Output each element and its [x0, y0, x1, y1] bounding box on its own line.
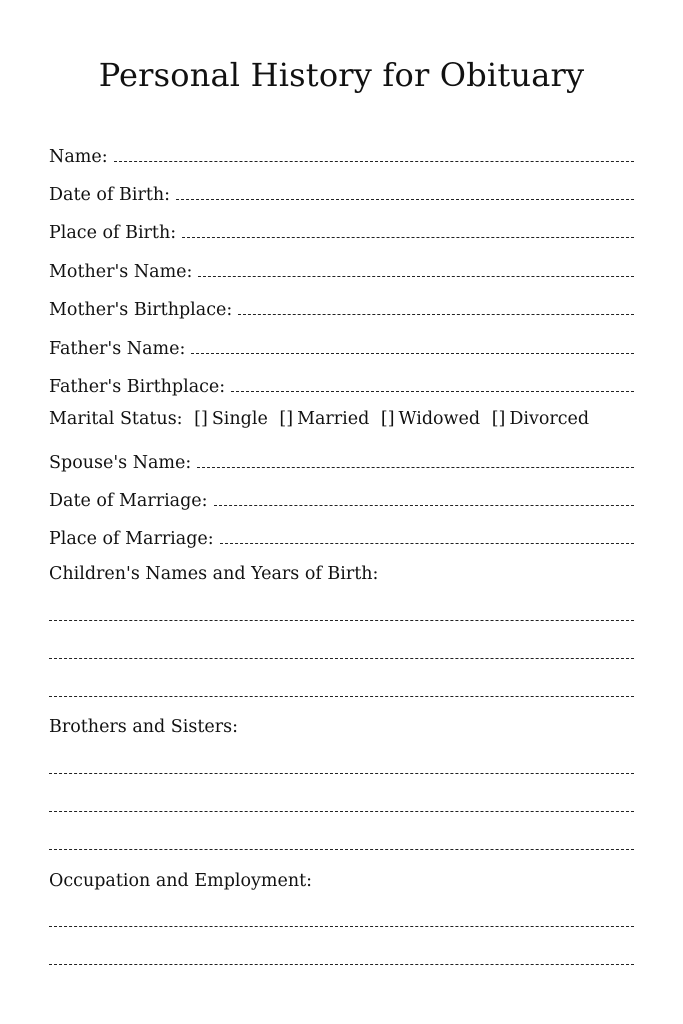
single-checkbox[interactable]: [] — [194, 409, 208, 429]
fathers-name-field[interactable] — [49, 335, 634, 359]
occupation-line-1[interactable] — [49, 926, 634, 927]
single-option-label: Single — [211, 409, 268, 429]
marital-status-row — [49, 409, 589, 429]
fathers-birthplace-label: Father's Birthplace: — [49, 377, 226, 397]
mothers-name-input-line[interactable] — [198, 276, 634, 277]
date-of-marriage-label: Date of Marriage: — [49, 491, 208, 511]
date-of-birth-field[interactable] — [49, 181, 634, 205]
name-field[interactable] — [49, 143, 634, 167]
name-label: Name: — [49, 147, 108, 167]
mothers-name-label: Mother's Name: — [49, 262, 193, 282]
mothers-name-field[interactable] — [49, 258, 634, 282]
siblings-line-3[interactable] — [49, 849, 634, 850]
widowed-option-label: Widowed — [398, 409, 481, 429]
mothers-birthplace-label: Mother's Birthplace: — [49, 300, 233, 320]
place-of-birth-field[interactable] — [49, 219, 634, 243]
siblings-heading: Brothers and Sisters: — [49, 717, 238, 737]
siblings-line-1[interactable] — [49, 773, 634, 774]
divorced-checkbox[interactable]: [] — [491, 409, 506, 429]
date-of-birth-input-line[interactable] — [176, 199, 634, 200]
fathers-birthplace-field[interactable] — [49, 373, 634, 397]
place-of-marriage-input-line[interactable] — [220, 543, 634, 544]
mothers-birthplace-input-line[interactable] — [238, 314, 634, 315]
page-title: Personal History for Obituary — [98, 56, 585, 94]
date-of-birth-label: Date of Birth: — [49, 185, 171, 205]
children-line-3[interactable] — [49, 696, 634, 697]
fathers-name-input-line[interactable] — [191, 353, 634, 354]
date-of-marriage-input-line[interactable] — [214, 505, 634, 506]
children-line-2[interactable] — [49, 658, 634, 659]
name-input-line[interactable] — [114, 161, 634, 162]
spouses-name-label: Spouse's Name: — [49, 453, 192, 473]
occupation-line-2[interactable] — [49, 964, 634, 965]
spouses-name-field[interactable] — [49, 449, 634, 473]
married-option-label: Married — [297, 409, 370, 429]
place-of-marriage-label: Place of Marriage: — [49, 529, 214, 549]
place-of-birth-input-line[interactable] — [182, 237, 634, 238]
married-checkbox[interactable]: [] — [279, 409, 294, 429]
place-of-birth-label: Place of Birth: — [49, 223, 177, 243]
place-of-marriage-field[interactable] — [49, 525, 634, 549]
siblings-line-2[interactable] — [49, 811, 634, 812]
spouses-name-input-line[interactable] — [197, 467, 634, 468]
marital-status-label: Marital Status: — [49, 409, 183, 429]
fathers-name-label: Father's Name: — [49, 339, 186, 359]
divorced-option-label: Divorced — [509, 409, 590, 429]
mothers-birthplace-field[interactable] — [49, 296, 634, 320]
children-heading: Children's Names and Years of Birth: — [49, 564, 379, 584]
widowed-checkbox[interactable]: [] — [380, 409, 395, 429]
date-of-marriage-field[interactable] — [49, 487, 634, 511]
children-line-1[interactable] — [49, 620, 634, 621]
occupation-heading: Occupation and Employment: — [49, 871, 313, 891]
fathers-birthplace-input-line[interactable] — [231, 391, 634, 392]
